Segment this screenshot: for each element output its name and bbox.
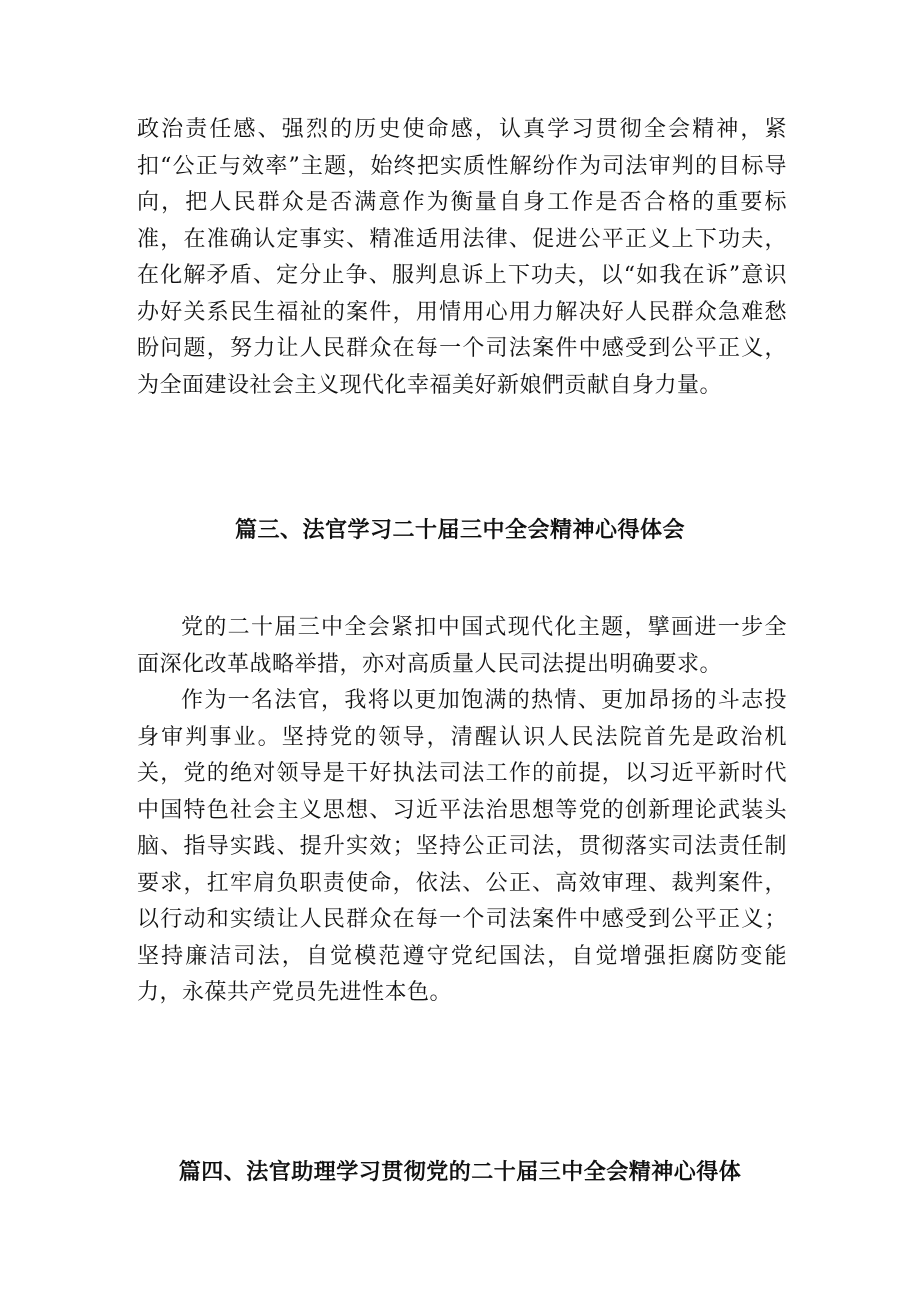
body-paragraph-continuation: 政治责任感、强烈的历史使命感，认真学习贯彻全会精神，紧扣“公正与效率”主题，始终把实质性解纷作为司法审判的目标导向，把人民群众是否满意作为衡量自身工作是否合格的重要标准，在准确认定事实、精准适用法律、促进公平正义上下功夫，在化解矛盾、定分止争、服判息诉上下功夫，以“如我在诉”意识办好关系民生福祉的案件，用情用心用力解决好人民群众急难愁盼问题，努力让人民群众在每一个司法案件中感受到公平正义，为全面建设社会主义现代化幸福美好新娘們贡献自身力量。 — [137, 117, 787, 398]
body-paragraph-section3-body: 作为一名法官，我将以更加饱满的热情、更加昂扬的斗志投身审判事业。坚持党的领导，清醒认识人民法院首先是政治机关，党的绝对领导是干好执法司法工作的前提，以习近平新时代中国特色社会主义思想、习近平法治思想等党的创新理论武装头脑、指导实践、提升实效；坚持公正司法，贯彻落实司法责任制要求，扛牢肩负职责使命，依法、公正、高效审理、裁判案件，以行动和实绩让人民群众在每一个司法案件中感受到公平正义；坚持廉洁司法，自觉模范遵守党纪国法，自觉增强拒腐防变能力，永葆共产党员先进性本色。 — [137, 688, 787, 1005]
section-heading-3: 篇三、法官学习二十届三中全会精神心得体会 — [234, 518, 685, 543]
body-paragraph-section3-intro: 党的二十届三中全会紧扣中国式现代化主题，擘画进一步全面深化改革战略举措，亦对高质量人民司法提出明确要求。 — [137, 615, 787, 677]
section-heading-4: 篇四、法官助理学习贯彻党的二十届三中全会精神心得体 — [178, 1160, 742, 1185]
